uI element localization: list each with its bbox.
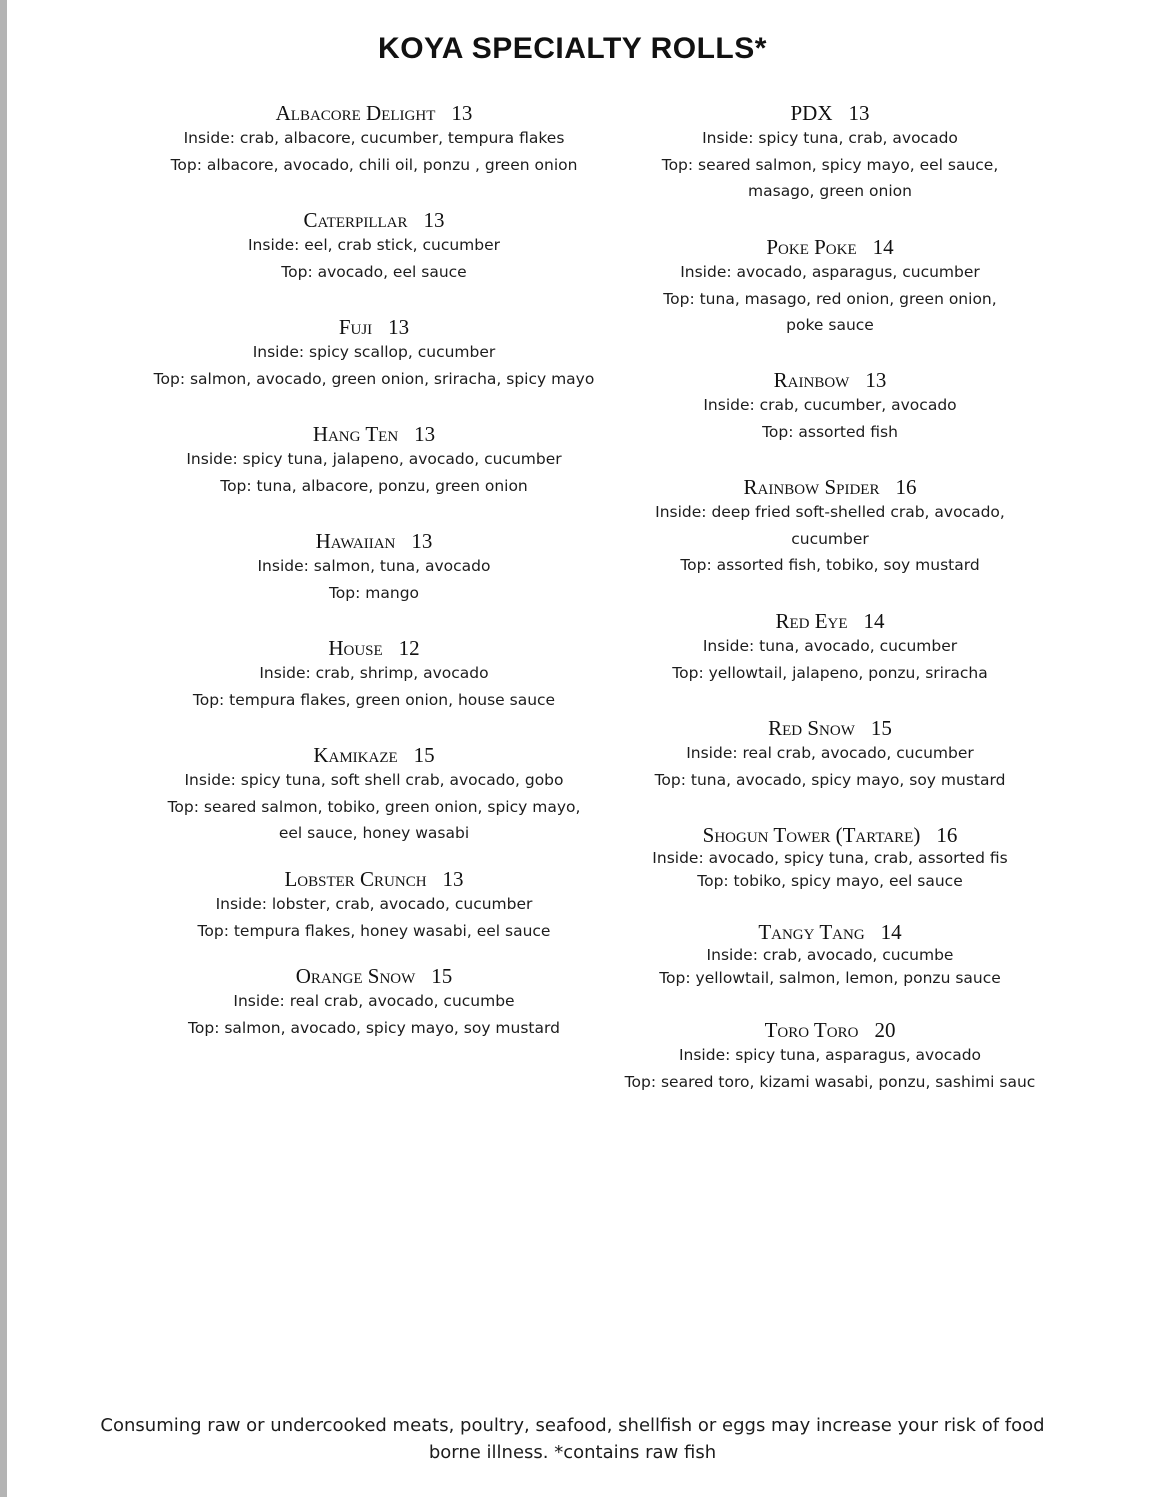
item-name: Hawaiian xyxy=(315,529,396,553)
item-name: Caterpillar xyxy=(303,208,408,232)
item-top: Top: seared salmon, spicy mayo, eel sauce, xyxy=(661,155,999,174)
item-inside: Inside: spicy tuna, asparagus, avocado xyxy=(678,1046,982,1064)
item-price: 13 xyxy=(848,101,870,125)
item-inside: Inside: crab, shrimp, avocado xyxy=(259,664,489,682)
disclaimer-line-2: borne illness. *contains raw fish xyxy=(428,1442,717,1463)
item-name: Shogun Tower (Tartare) xyxy=(702,823,921,847)
menu-item xyxy=(570,716,1090,793)
menu-item xyxy=(114,743,634,847)
item-inside: Inside: deep fried soft-shelled crab, avocado, xyxy=(655,503,1005,521)
item-top: Top: seared salmon, tobiko, green onion, spicy mayo, xyxy=(167,797,581,816)
item-inside: Inside: spicy tuna, crab, avocado xyxy=(702,129,958,147)
item-price: 15 xyxy=(431,964,453,988)
item-price: 16 xyxy=(936,823,958,847)
item-price: 13 xyxy=(414,422,436,446)
item-name: Fuji xyxy=(338,315,373,339)
item-top: Top: seared toro, kizami wasabi, ponzu, sashimi sauc xyxy=(624,1072,1036,1091)
item-top-continued: eel sauce, honey wasabi xyxy=(278,824,470,842)
item-name: Kamikaze xyxy=(313,743,398,767)
menu-item xyxy=(114,422,634,499)
menu-item xyxy=(570,1018,1090,1095)
item-inside: Inside: eel, crab stick, cucumber xyxy=(247,236,501,254)
item-top: Top: avocado, eel sauce xyxy=(281,262,467,281)
item-name: Tangy Tang xyxy=(758,920,865,944)
menu-item xyxy=(114,315,634,392)
item-price: 13 xyxy=(451,101,473,125)
disclaimer-line-1: Consuming raw or undercooked meats, poultry, seafood, shellfish or eggs may increase your risk of food xyxy=(100,1415,1045,1436)
item-inside: Inside: lobster, crab, avocado, cucumber xyxy=(215,895,533,913)
item-inside: Inside: crab, avocado, cucumbe xyxy=(706,946,954,964)
item-top: Top: tobiko, spicy mayo, eel sauce xyxy=(697,872,963,890)
item-price: 13 xyxy=(442,867,464,891)
item-name: Poke Poke xyxy=(766,235,857,259)
item-price: 13 xyxy=(865,368,887,392)
item-price: 20 xyxy=(874,1018,896,1042)
menu-title: KOYA SPECIALTY ROLLS* xyxy=(378,32,767,65)
item-top-continued: poke sauce xyxy=(786,316,874,334)
menu-item xyxy=(114,636,634,713)
item-name: House xyxy=(328,636,383,660)
item-inside: Inside: real crab, avocado, cucumbe xyxy=(233,992,515,1010)
item-inside: Inside: real crab, avocado, cucumber xyxy=(686,744,974,762)
item-name: Orange Snow xyxy=(295,964,416,988)
item-inside: Inside: avocado, spicy tuna, crab, assorted fis xyxy=(652,849,1008,867)
page-left-border xyxy=(0,0,7,1497)
item-top: Top: mango xyxy=(328,583,420,602)
menu-item xyxy=(114,101,634,178)
menu-item xyxy=(114,529,634,606)
item-top: Top: tuna, avocado, spicy mayo, soy mustard xyxy=(654,770,1006,789)
item-top-continued: masago, green onion xyxy=(748,182,912,200)
item-top: Top: salmon, avocado, spicy mayo, soy mustard xyxy=(188,1018,560,1037)
raw-food-disclaimer xyxy=(0,1412,1145,1466)
menu-item xyxy=(570,235,1090,339)
item-inside-continued: cucumber xyxy=(791,529,869,548)
item-price: 13 xyxy=(411,529,433,553)
item-name: Rainbow Spider xyxy=(743,475,880,499)
item-price: 13 xyxy=(423,208,445,232)
item-price: 16 xyxy=(895,475,917,499)
menu-item xyxy=(570,920,1090,990)
menu-item xyxy=(114,964,634,1041)
item-name: Rainbow xyxy=(773,368,850,392)
item-top: Top: assorted fish, tobiko, soy mustard xyxy=(680,556,980,574)
item-top: Top: tempura flakes, green onion, house sauce xyxy=(192,690,556,709)
menu-item xyxy=(114,867,634,944)
item-name: Albacore Delight xyxy=(275,101,436,125)
menu-item xyxy=(570,609,1090,686)
item-top: Top: tuna, albacore, ponzu, green onion xyxy=(220,476,528,495)
item-top: Top: salmon, avocado, green onion, sriracha, spicy mayo xyxy=(153,369,595,388)
item-inside: Inside: spicy tuna, jalapeno, avocado, cucumber xyxy=(186,450,562,468)
item-inside: Inside: salmon, tuna, avocado xyxy=(257,557,491,575)
item-top: Top: assorted fish xyxy=(762,422,898,441)
item-inside: Inside: crab, cucumber, avocado xyxy=(703,396,957,414)
item-name: Red Snow xyxy=(768,716,855,740)
item-price: 15 xyxy=(870,716,892,740)
item-name: Toro Toro xyxy=(764,1018,859,1042)
menu-item xyxy=(114,208,634,285)
item-price: 13 xyxy=(388,315,410,339)
item-top: Top: tempura flakes, honey wasabi, eel sauce xyxy=(197,921,551,940)
item-name: Lobster Crunch xyxy=(284,867,427,891)
menu-item xyxy=(570,475,1090,579)
item-price: 14 xyxy=(880,920,902,944)
item-inside: Inside: spicy scallop, cucumber xyxy=(252,343,496,361)
item-inside: Inside: avocado, asparagus, cucumber xyxy=(680,263,980,281)
item-top: Top: yellowtail, salmon, lemon, ponzu sauce xyxy=(659,969,1001,987)
item-price: 14 xyxy=(872,235,894,259)
item-name: Red Eye xyxy=(775,609,848,633)
menu-item xyxy=(570,101,1090,205)
item-inside: Inside: crab, albacore, cucumber, tempura flakes xyxy=(183,129,565,147)
item-price: 14 xyxy=(863,609,885,633)
menu-item xyxy=(570,823,1090,893)
item-price: 15 xyxy=(413,743,435,767)
item-price: 12 xyxy=(398,636,420,660)
item-name: PDX xyxy=(790,101,833,125)
item-top: Top: tuna, masago, red onion, green onion, xyxy=(663,289,997,308)
menu-item xyxy=(570,368,1090,445)
item-top: Top: yellowtail, jalapeno, ponzu, sriracha xyxy=(672,663,988,682)
item-inside: Inside: tuna, avocado, cucumber xyxy=(702,637,958,655)
item-inside: Inside: spicy tuna, soft shell crab, avocado, gobo xyxy=(184,771,564,789)
item-name: Hang Ten xyxy=(312,422,399,446)
item-top: Top: albacore, avocado, chili oil, ponzu , green onion xyxy=(170,155,578,174)
